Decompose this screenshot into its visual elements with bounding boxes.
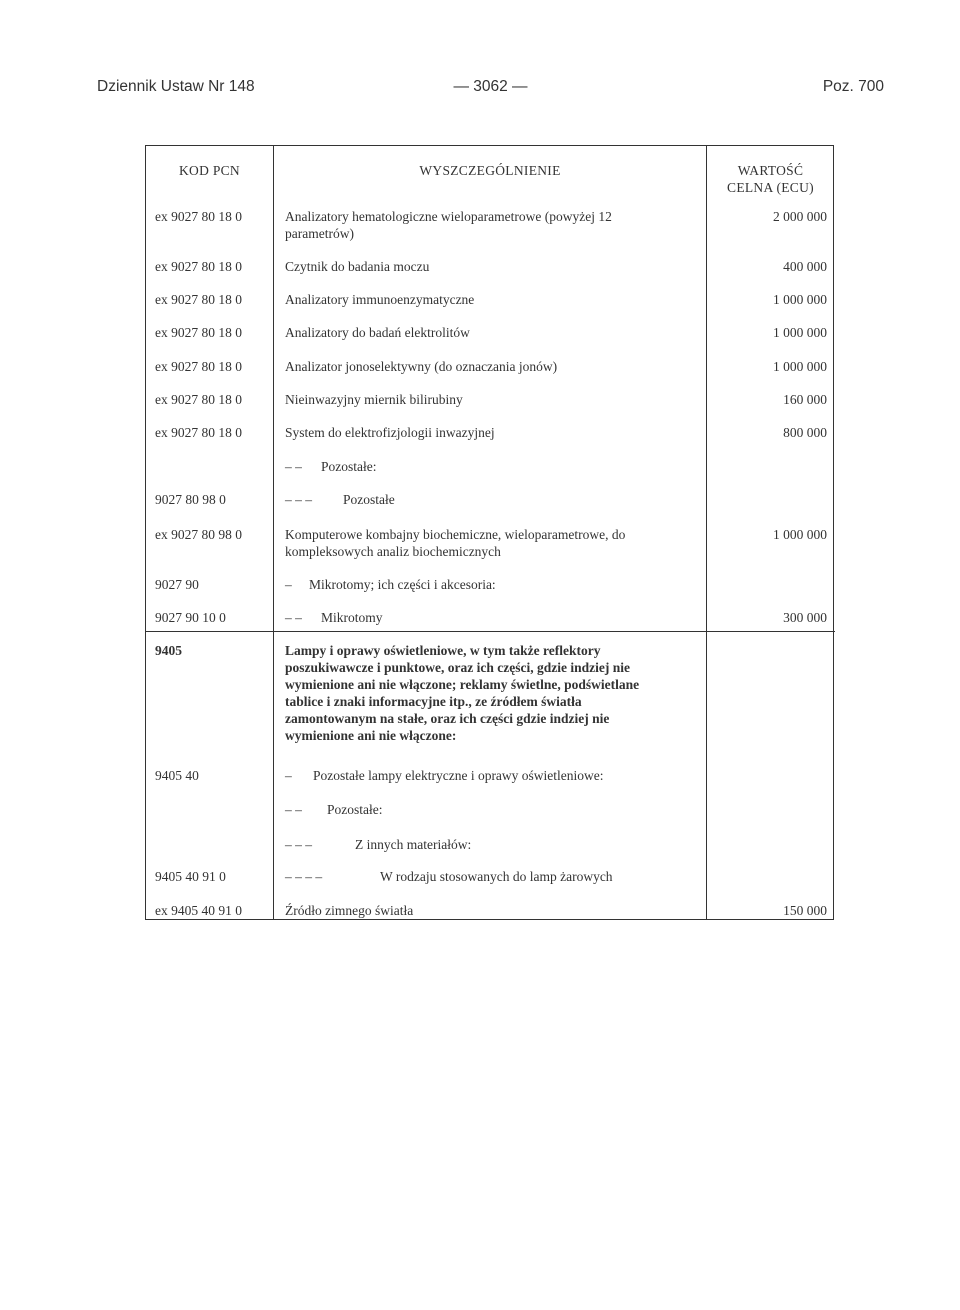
row-14-description xyxy=(285,801,705,818)
row-17-description: Źródło zimnego światła xyxy=(285,903,414,918)
col-header-value-unit: CELNA (ECU) xyxy=(727,180,814,195)
row-4-value: 1 000 000 xyxy=(773,325,827,340)
journal-title: Dziennik Ustaw Nr 148 xyxy=(97,78,255,95)
row-13-dashes: – xyxy=(285,768,292,783)
row-12-text: Mikrotomy xyxy=(321,610,383,625)
row-3-code: ex 9027 80 18 0 xyxy=(155,292,242,307)
row-12-code: 9027 90 10 0 xyxy=(155,610,226,625)
heading-9405-line-1: Lampy i oprawy oświetleniowe, w tym także reflektory xyxy=(285,643,601,658)
heading-9405-line-4: tablice i znaki informacyjne itp., ze źródłem światła xyxy=(285,694,582,709)
row-13-text: Pozostałe lampy elektryczne i oprawy oświetleniowe: xyxy=(313,768,604,783)
row-13-description xyxy=(285,767,705,784)
row-6-code: ex 9027 80 18 0 xyxy=(155,392,242,407)
row-10-description: Komputerowe kombajny biochemiczne, wieloparametrowe, do xyxy=(285,527,626,542)
row-10-code: ex 9027 80 98 0 xyxy=(155,527,242,542)
row-8-description xyxy=(285,458,705,475)
row-9-text: Pozostałe xyxy=(343,492,395,507)
row-11-text: Mikrotomy; ich części i akcesoria: xyxy=(309,577,496,592)
row-6-description: Nieinwazyjny miernik bilirubiny xyxy=(285,392,463,407)
row-16-text: W rodzaju stosowanych do lamp żarowych xyxy=(380,869,613,884)
row-4-description: Analizatory do badań elektrolitów xyxy=(285,325,470,340)
row-17-code: ex 9405 40 91 0 xyxy=(155,903,242,918)
row-9-dashes: – – – xyxy=(285,492,312,507)
row-2-value: 400 000 xyxy=(783,259,827,274)
row-1-code: ex 9027 80 18 0 xyxy=(155,209,242,224)
row-13-code: 9405 40 xyxy=(155,768,199,783)
row-14-text: Pozostałe: xyxy=(327,802,383,817)
row-16-dashes: – – – – xyxy=(285,869,323,884)
row-9-code: 9027 80 98 0 xyxy=(155,492,226,507)
row-15-text: Z innych materiałów: xyxy=(355,837,472,852)
row-16-description xyxy=(285,868,705,885)
row-1-description: Analizatory hematologiczne wieloparametrowe (powyżej 12 xyxy=(285,209,612,224)
row-16-code: 9405 40 91 0 xyxy=(155,869,226,884)
row-3-description: Analizatory immunoenzymatyczne xyxy=(285,292,475,307)
page-number: — 3062 — xyxy=(453,78,528,95)
row-2-code: ex 9027 80 18 0 xyxy=(155,259,242,274)
row-3-value: 1 000 000 xyxy=(773,292,827,307)
row-1-description-cont: parametrów) xyxy=(285,226,354,241)
position-number: Poz. 700 xyxy=(822,78,884,95)
row-12-description xyxy=(285,609,705,626)
heading-9405-line-2: poszukiwawcze i punktowe, oraz ich części, gdzie indziej nie xyxy=(285,660,630,675)
row-8-text: Pozostałe: xyxy=(321,459,377,474)
row-11-code: 9027 90 xyxy=(155,577,199,592)
row-4-code: ex 9027 80 18 0 xyxy=(155,325,242,340)
col-header-description: WYSZCZEGÓLNIENIE xyxy=(419,163,561,178)
tariff-table xyxy=(145,145,834,920)
heading-9405-line-5: zamontowanym na stałe, oraz ich części gdzie indziej nie xyxy=(285,711,610,726)
row-2-description: Czytnik do badania moczu xyxy=(285,259,430,274)
col-header-code: KOD PCN xyxy=(179,163,240,178)
row-5-code: ex 9027 80 18 0 xyxy=(155,359,242,374)
row-14-dashes: – – xyxy=(285,802,302,817)
row-8-dashes: – – xyxy=(285,459,302,474)
column-divider-1 xyxy=(273,146,274,919)
col-header-value: WARTOŚĆ xyxy=(737,163,804,178)
row-15-dashes: – – – xyxy=(285,837,312,852)
section-divider xyxy=(146,631,835,632)
row-7-value: 800 000 xyxy=(783,425,827,440)
page-header xyxy=(97,78,884,100)
row-7-code: ex 9027 80 18 0 xyxy=(155,425,242,440)
row-12-value: 300 000 xyxy=(783,610,827,625)
row-1-value: 2 000 000 xyxy=(773,209,827,224)
heading-9405-code: 9405 xyxy=(155,643,182,658)
row-7-description: System do elektrofizjologii inwazyjnej xyxy=(285,425,495,440)
row-11-dashes: – xyxy=(285,577,292,592)
row-6-value: 160 000 xyxy=(783,392,827,407)
row-10-description-cont: kompleksowych analiz biochemicznych xyxy=(285,544,501,559)
row-9-description xyxy=(285,491,705,508)
row-17-value: 150 000 xyxy=(783,903,827,918)
row-12-dashes: – – xyxy=(285,610,302,625)
heading-9405-line-6: wymienione ani nie włączone: xyxy=(285,728,457,743)
row-11-description xyxy=(285,576,705,593)
row-10-value: 1 000 000 xyxy=(773,527,827,542)
row-5-description: Analizator jonoselektywny (do oznaczania jonów) xyxy=(285,359,558,374)
row-15-description xyxy=(285,836,705,853)
heading-9405-line-3: wymienione ani nie włączone; reklamy świetlne, podświetlane xyxy=(285,677,640,692)
row-5-value: 1 000 000 xyxy=(773,359,827,374)
